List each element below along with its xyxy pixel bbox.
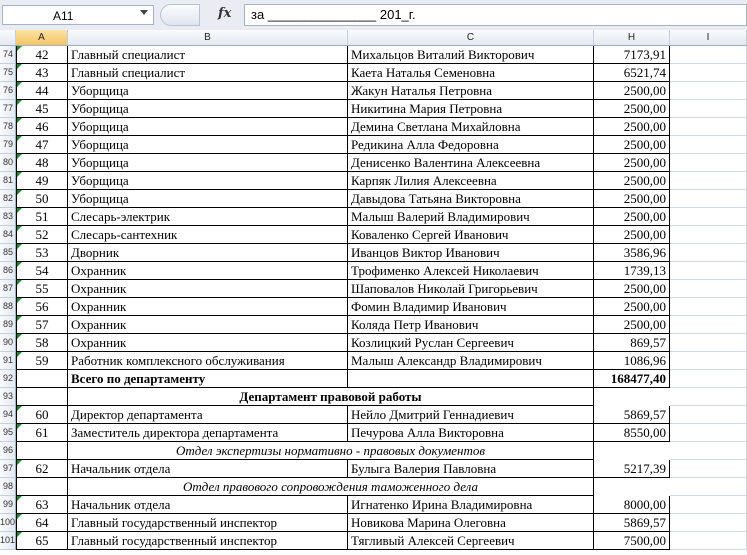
row-header[interactable]: 92 [0, 370, 16, 388]
cell-a[interactable]: 45 [16, 100, 68, 118]
cell-i[interactable] [670, 496, 747, 514]
cell-i[interactable] [670, 262, 747, 280]
cell-c[interactable]: Трофименко Алексей Николаевич [348, 262, 594, 280]
cell-i[interactable] [670, 46, 747, 64]
cell-b[interactable]: Слесарь-сантехник [68, 226, 348, 244]
cell-a[interactable]: 53 [16, 244, 68, 262]
row-header[interactable]: 85 [0, 244, 16, 262]
cell-h[interactable]: 3586,96 [594, 244, 670, 262]
formula-bar-grip[interactable] [160, 4, 200, 26]
cell-b[interactable]: Охранник [68, 334, 348, 352]
table-row [0, 118, 747, 136]
cell-c[interactable]: Тягливый Алексей Сергеевич [348, 532, 594, 550]
cell-a[interactable]: 56 [16, 298, 68, 316]
cell-b[interactable]: Уборщица [68, 190, 348, 208]
cell-a[interactable] [16, 388, 68, 406]
table-row [0, 226, 747, 244]
cell-h[interactable]: 2500,00 [594, 136, 670, 154]
table-row [0, 280, 747, 298]
column-header-c[interactable]: C [348, 30, 594, 45]
cell-b[interactable]: Уборщица [68, 154, 348, 172]
cell-i[interactable] [670, 154, 747, 172]
cell-a[interactable]: 49 [16, 172, 68, 190]
table-row [0, 388, 747, 406]
row-header[interactable]: 95 [0, 424, 16, 442]
row-header[interactable]: 99 [0, 496, 16, 514]
table-row [0, 532, 747, 550]
table-row [0, 262, 747, 280]
table-row [0, 514, 747, 532]
cell-h[interactable]: 2500,00 [594, 100, 670, 118]
cell-c[interactable]: Малыш Валерий Владимирович [348, 208, 594, 226]
cell-b[interactable]: Уборщица [68, 100, 348, 118]
cell-a[interactable] [16, 442, 68, 460]
cell-i[interactable] [670, 298, 747, 316]
cell-c[interactable]: Козлицкий Руслан Сергеевич [348, 334, 594, 352]
cell-c[interactable]: Печурова Алла Викторовна [348, 424, 594, 442]
chevron-down-icon[interactable] [140, 10, 148, 15]
cell-a[interactable]: 48 [16, 154, 68, 172]
row-header[interactable]: 101 [0, 532, 16, 550]
cell-c[interactable]: Карпяк Лилия Алексеевна [348, 172, 594, 190]
cell-a[interactable]: 55 [16, 280, 68, 298]
row-header[interactable]: 83 [0, 208, 16, 226]
row-header[interactable]: 94 [0, 406, 16, 424]
cell-a[interactable]: 51 [16, 208, 68, 226]
cell-h[interactable]: 1739,13 [594, 262, 670, 280]
column-header-b[interactable]: B [68, 30, 348, 45]
cell-b[interactable]: Уборщица [68, 118, 348, 136]
cell-a[interactable]: 43 [16, 64, 68, 82]
cell-c[interactable]: Новикова Марина Олеговна [348, 514, 594, 532]
cell-h[interactable]: 2500,00 [594, 280, 670, 298]
cell-i[interactable] [670, 514, 747, 532]
table-row [0, 442, 747, 460]
insert-function-icon[interactable]: fx [218, 6, 232, 21]
cell-a[interactable] [16, 478, 68, 496]
row-header[interactable]: 98 [0, 478, 16, 496]
cell-i[interactable] [670, 352, 747, 370]
cell-h[interactable]: 2500,00 [594, 226, 670, 244]
row-header[interactable]: 84 [0, 226, 16, 244]
cell-h[interactable]: 2500,00 [594, 154, 670, 172]
cell-h[interactable]: 7173,91 [594, 46, 670, 64]
table-row [0, 136, 747, 154]
cell-h[interactable]: 5869,57 [594, 406, 670, 424]
cell-c[interactable]: Жакун Наталья Петровна [348, 82, 594, 100]
cell-h[interactable]: 5869,57 [594, 514, 670, 532]
table-row [0, 190, 747, 208]
table-row [0, 424, 747, 442]
table-row [0, 352, 747, 370]
cell-c[interactable]: Коляда Петр Иванович [348, 316, 594, 334]
cell-a[interactable]: 42 [16, 46, 68, 64]
cell-a[interactable]: 64 [16, 514, 68, 532]
cell-b[interactable]: Охранник [68, 280, 348, 298]
cell-c[interactable]: Каета Наталья Семеновна [348, 64, 594, 82]
cell-a[interactable]: 52 [16, 226, 68, 244]
cell-i[interactable] [670, 244, 747, 262]
cell-b[interactable]: Главный государственный инспектор [68, 514, 348, 532]
row-header[interactable]: 75 [0, 64, 16, 82]
cell-i[interactable] [670, 532, 747, 550]
table-row [0, 46, 747, 64]
cell-a[interactable]: 46 [16, 118, 68, 136]
cell-i[interactable] [670, 208, 747, 226]
row-header[interactable]: 74 [0, 46, 16, 64]
table-row [0, 298, 747, 316]
row-header[interactable]: 97 [0, 460, 16, 478]
cell-c[interactable]: Коваленко Сергей Иванович [348, 226, 594, 244]
cell-b[interactable]: Охранник [68, 316, 348, 334]
row-header[interactable]: 82 [0, 190, 16, 208]
cell-b[interactable]: Дворник [68, 244, 348, 262]
table-row [0, 64, 747, 82]
cell-a[interactable]: 63 [16, 496, 68, 514]
row-header[interactable]: 86 [0, 262, 16, 280]
cell-b[interactable]: Главный государственный инспектор [68, 532, 348, 550]
cell-c[interactable]: Нейло Дмитрий Геннадиевич [348, 406, 594, 424]
department-heading[interactable]: Департамент правовой работы [68, 388, 594, 406]
cell-c[interactable]: Демина Светлана Михайловна [348, 118, 594, 136]
cell-i[interactable] [670, 478, 747, 496]
row-header[interactable]: 89 [0, 316, 16, 334]
cell-a[interactable]: 65 [16, 532, 68, 550]
cell-a[interactable]: 58 [16, 334, 68, 352]
table-row [0, 496, 747, 514]
cell-a[interactable]: 57 [16, 316, 68, 334]
cell-b[interactable]: Охранник [68, 262, 348, 280]
cell-i[interactable] [670, 226, 747, 244]
cell-i[interactable] [670, 406, 747, 424]
cell-a[interactable]: 47 [16, 136, 68, 154]
cell-c[interactable]: Михальцов Виталий Викторович [348, 46, 594, 64]
cell-b[interactable]: Всего по департаменту [68, 370, 348, 388]
cell-a[interactable]: 61 [16, 424, 68, 442]
cell-c[interactable]: Редикина Алла Федоровна [348, 136, 594, 154]
column-headers [0, 30, 747, 46]
table-row [0, 208, 747, 226]
cell-c[interactable]: Булыга Валерия Павловна [348, 460, 594, 478]
cell-a[interactable]: 50 [16, 190, 68, 208]
cell-h[interactable]: 2500,00 [594, 208, 670, 226]
cell-h[interactable]: 2500,00 [594, 190, 670, 208]
cell-b[interactable]: Начальник отдела [68, 496, 348, 514]
cell-h[interactable]: 869,57 [594, 334, 670, 352]
table-row [0, 406, 747, 424]
table-row [0, 316, 747, 334]
cell-i[interactable] [670, 388, 747, 406]
name-box[interactable]: A11 [2, 5, 154, 25]
table-row [0, 334, 747, 352]
row-header[interactable]: 87 [0, 280, 16, 298]
row-header[interactable]: 93 [0, 388, 16, 406]
cell-c[interactable]: Игнатенко Ирина Владимировна [348, 496, 594, 514]
cell-a[interactable]: 59 [16, 352, 68, 370]
row-header[interactable]: 79 [0, 136, 16, 154]
cell-i[interactable] [670, 172, 747, 190]
formula-bar [0, 0, 747, 31]
cell-h[interactable]: 168477,40 [594, 370, 670, 388]
row-header[interactable]: 88 [0, 298, 16, 316]
cell-h[interactable]: 8550,00 [594, 424, 670, 442]
table-row [0, 478, 747, 496]
cell-i[interactable] [670, 136, 747, 154]
cell-h[interactable]: 5217,39 [594, 460, 670, 478]
cell-i[interactable] [670, 442, 747, 460]
cell-h[interactable]: 7500,00 [594, 532, 670, 550]
cell-c[interactable]: Давыдова Татьяна Викторовна [348, 190, 594, 208]
cell-h[interactable]: 2500,00 [594, 118, 670, 136]
section-heading[interactable]: Отдел правового сопровождения таможенного дела [68, 478, 594, 496]
cell-c[interactable]: Денисенко Валентина Алексеевна [348, 154, 594, 172]
table-row [0, 244, 747, 262]
table-row [0, 82, 747, 100]
column-header-i[interactable]: I [670, 30, 747, 45]
cell-b[interactable]: Работник комплексного обслуживания [68, 352, 348, 370]
row-header[interactable]: 76 [0, 82, 16, 100]
cell-i[interactable] [670, 82, 747, 100]
cell-i[interactable] [670, 100, 747, 118]
cell-h[interactable]: 6521,74 [594, 64, 670, 82]
cell-b[interactable]: Главный специалист [68, 64, 348, 82]
cell-b[interactable]: Директор департамента [68, 406, 348, 424]
row-header[interactable]: 90 [0, 334, 16, 352]
cell-i[interactable] [670, 424, 747, 442]
cell-h[interactable]: 2500,00 [594, 316, 670, 334]
cell-i[interactable] [670, 316, 747, 334]
cell-c[interactable]: Никитина Мария Петровна [348, 100, 594, 118]
cell-i[interactable] [670, 370, 747, 388]
cell-i[interactable] [670, 190, 747, 208]
cell-a[interactable] [16, 370, 68, 388]
cell-h[interactable]: 1086,96 [594, 352, 670, 370]
cell-a[interactable]: 62 [16, 460, 68, 478]
cell-a[interactable]: 60 [16, 406, 68, 424]
cell-i[interactable] [670, 460, 747, 478]
cell-h[interactable]: 2500,00 [594, 298, 670, 316]
row-header[interactable]: 78 [0, 118, 16, 136]
row-header[interactable]: 100 [0, 514, 16, 532]
cell-h[interactable]: 2500,00 [594, 82, 670, 100]
row-header[interactable]: 81 [0, 172, 16, 190]
cell-i[interactable] [670, 64, 747, 82]
cell-i[interactable] [670, 118, 747, 136]
cell-a[interactable]: 54 [16, 262, 68, 280]
table-row [0, 460, 747, 478]
cell-b[interactable]: Начальник отдела [68, 460, 348, 478]
cell-b[interactable]: Главный специалист [68, 46, 348, 64]
cell-b[interactable]: Слесарь-электрик [68, 208, 348, 226]
row-header[interactable]: 96 [0, 442, 16, 460]
cell-i[interactable] [670, 334, 747, 352]
table-row [0, 154, 747, 172]
cell-h[interactable]: 2500,00 [594, 172, 670, 190]
cell-b[interactable]: Уборщица [68, 82, 348, 100]
formula-input[interactable]: за _______________ 201_г. [244, 4, 747, 26]
table-row [0, 100, 747, 118]
cell-c[interactable]: Иванцов Виктор Иванович [348, 244, 594, 262]
column-header-h[interactable]: H [594, 30, 670, 45]
cell-i[interactable] [670, 280, 747, 298]
section-heading[interactable]: Отдел экспертизы нормативно - правовых документов [68, 442, 594, 460]
cell-c[interactable]: Шаповалов Николай Григорьевич [348, 280, 594, 298]
cell-b[interactable]: Охранник [68, 298, 348, 316]
column-header-a[interactable]: A [16, 30, 68, 45]
select-all-corner[interactable] [0, 30, 16, 45]
cell-c[interactable]: Фомин Владимир Иванович [348, 298, 594, 316]
cell-c[interactable]: Малыш Александр Владимирович [348, 352, 594, 370]
row-header[interactable]: 77 [0, 100, 16, 118]
cell-b[interactable]: Заместитель директора департамента [68, 424, 348, 442]
row-header[interactable]: 80 [0, 154, 16, 172]
table-row [0, 172, 747, 190]
table-row [0, 370, 747, 388]
cell-b[interactable]: Уборщица [68, 136, 348, 154]
cell-b[interactable]: Уборщица [68, 172, 348, 190]
cell-a[interactable]: 44 [16, 82, 68, 100]
row-header[interactable]: 91 [0, 352, 16, 370]
cell-h[interactable]: 8000,00 [594, 496, 670, 514]
cell-c[interactable] [348, 370, 594, 388]
